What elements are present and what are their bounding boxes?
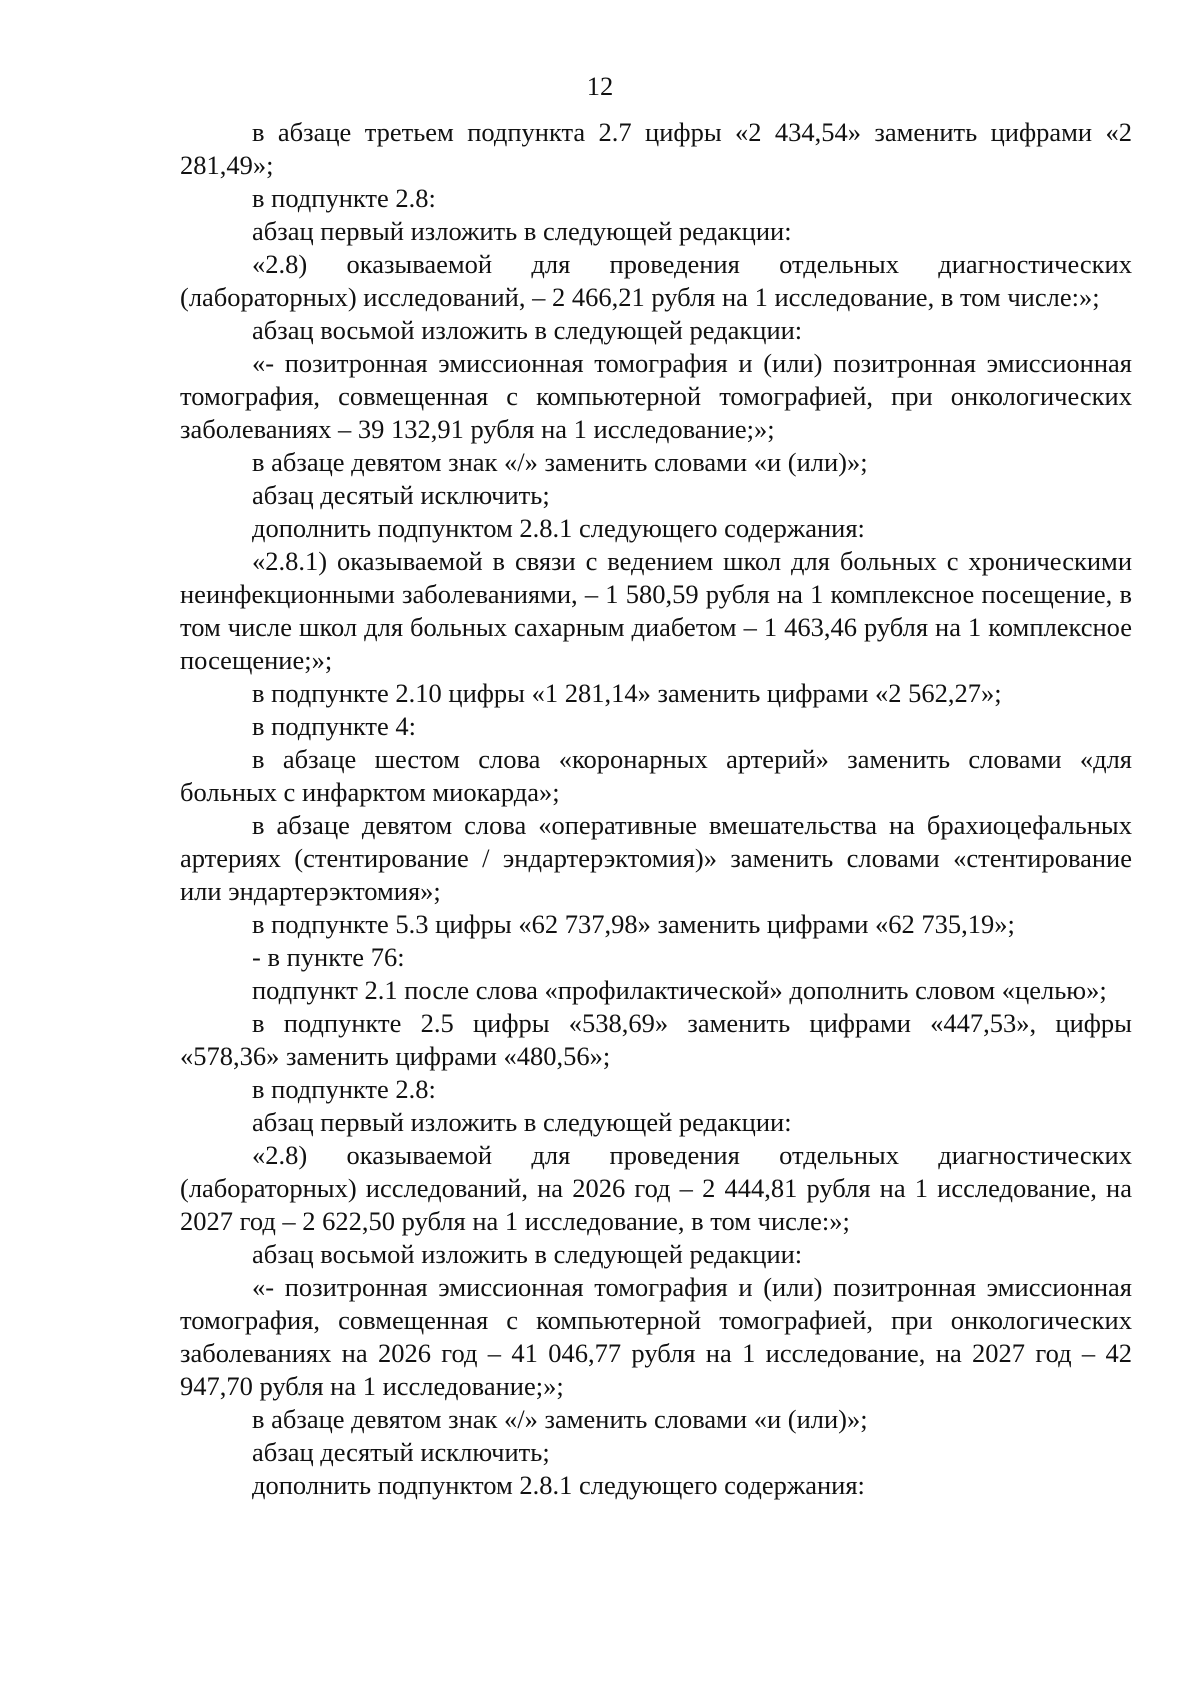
paragraph: в подпункте 2.5 цифры «538,69» заменить цифрами «447,53», цифры «578,36» заменить цифрами «480,56»; bbox=[180, 1008, 1132, 1071]
paragraph: подпункт 2.1 после слова «профилактической» дополнить словом «целью»; bbox=[252, 975, 1107, 1005]
paragraph: в абзаце девятом знак «/» заменить словами «и (или)»; bbox=[252, 447, 868, 477]
paragraph: абзац первый изложить в следующей редакции: bbox=[252, 1107, 792, 1137]
paragraph: в подпункте 2.8: bbox=[252, 1074, 436, 1104]
document-body bbox=[180, 116, 1132, 1502]
paragraph: дополнить подпунктом 2.8.1 следующего содержания: bbox=[252, 513, 865, 543]
paragraph: - в пункте 76: bbox=[252, 942, 405, 972]
paragraph: в абзаце девятом слова «оперативные вмешательства на брахиоцефальных артериях (стентирование / эндартерэктомия)» заменить словами «стентирование или эндартерэктомия»; bbox=[180, 810, 1132, 906]
paragraph: «2.8.1) оказываемой в связи с ведением школ для больных с хроническими неинфекционными заболеваниями, – 1 580,59 рубля на 1 комплексное посещение, в том числе школ для больных сахарным диабетом – 1 463,46 рубля на 1 комплексное посещение;»; bbox=[180, 546, 1132, 675]
paragraph: абзац восьмой изложить в следующей редакции: bbox=[252, 315, 803, 345]
paragraph: «2.8) оказываемой для проведения отдельных диагностических (лабораторных) исследований, – 2 466,21 рубля на 1 исследование, в том числе:»; bbox=[180, 249, 1132, 312]
paragraph: в подпункте 5.3 цифры «62 737,98» заменить цифрами «62 735,19»; bbox=[252, 909, 1015, 939]
paragraph: абзац восьмой изложить в следующей редакции: bbox=[252, 1239, 803, 1269]
paragraph: «- позитронная эмиссионная томография и (или) позитронная эмиссионная томография, совмещенная с компьютерной томографией, при онкологических заболеваниях на 2026 год – 41 046,77 рубля на 1 исследование, на 2027 год – 42 947,70 рубля на 1 исследование;»; bbox=[180, 1272, 1132, 1401]
paragraph: в абзаце третьем подпункта 2.7 цифры «2 434,54» заменить цифрами «2 281,49»; bbox=[180, 117, 1132, 180]
paragraph: «2.8) оказываемой для проведения отдельных диагностических (лабораторных) исследований, на 2026 год – 2 444,81 рубля на 1 исследование, на 2027 год – 2 622,50 рубля на 1 исследование, в том числе:»; bbox=[180, 1140, 1132, 1236]
paragraph: в подпункте 2.8: bbox=[252, 183, 436, 213]
paragraph: «- позитронная эмиссионная томография и (или) позитронная эмиссионная томография, совмещенная с компьютерной томографией, при онкологических заболеваниях – 39 132,91 рубля на 1 исследование;»; bbox=[180, 348, 1132, 444]
paragraph: дополнить подпунктом 2.8.1 следующего содержания: bbox=[252, 1470, 865, 1500]
paragraph: абзац десятый исключить; bbox=[252, 480, 550, 510]
paragraph: абзац десятый исключить; bbox=[252, 1437, 550, 1467]
paragraph: в абзаце девятом знак «/» заменить словами «и (или)»; bbox=[252, 1404, 868, 1434]
paragraph: в подпункте 4: bbox=[252, 711, 417, 741]
paragraph: в абзаце шестом слова «коронарных артерий» заменить словами «для больных с инфарктом миокарда»; bbox=[180, 744, 1132, 807]
paragraph: в подпункте 2.10 цифры «1 281,14» заменить цифрами «2 562,27»; bbox=[252, 678, 1002, 708]
paragraph: абзац первый изложить в следующей редакции: bbox=[252, 216, 792, 246]
page-number: 12 bbox=[586, 71, 614, 101]
